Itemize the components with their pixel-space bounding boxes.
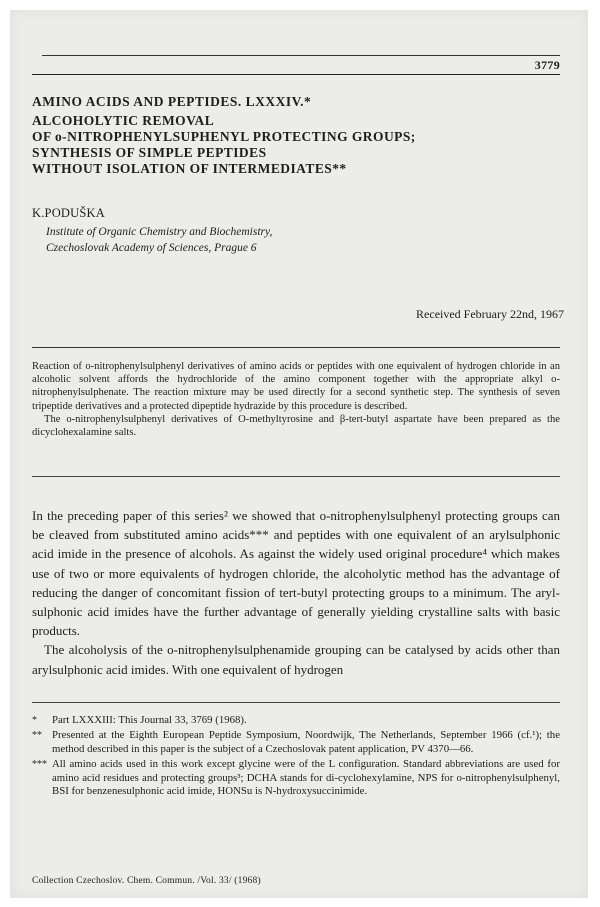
abstract-paragraph: The o-nitrophenylsulphenyl derivatives of O-methyltyrosine and β-tert-butyl aspartate have been prepared as the dicyclohexalamine salts.: [32, 413, 560, 439]
article-title: [32, 113, 416, 177]
footnote: [32, 729, 560, 756]
body-paragraph: The alcoholysis of the o-nitrophenylsulphenamide grouping can be catalysed by acids other than arylsulphonic acid imides. With one equivalent of hydrogen: [32, 642, 560, 677]
article-title-line: WITHOUT ISOLATION OF INTERMEDIATES**: [32, 161, 347, 176]
footnote: [32, 758, 560, 798]
footnote-text: All amino acids used in this work except glycine were of the L configuration. Standard abbreviations are used for amino acid residues and protecting groups³; DCHA stands for di-cyclohexylamine, NPS for o-nitrophenylsulphenyl, BSI for benzenesulphonic acid imide, HONSu is N-hydroxysuccinimide.: [52, 758, 560, 798]
series-title: AMINO ACIDS AND PEPTIDES. LXXXIV.*: [32, 94, 312, 109]
footnote-mark: ***: [32, 759, 47, 771]
footnote-rule: [32, 702, 560, 703]
footnote-mark: *: [32, 715, 37, 726]
footnote-text: Part LXXXIII: This Journal 33, 3769 (1968).: [52, 714, 247, 726]
affiliation-line: Czechoslovak Academy of Sciences, Prague 6: [46, 241, 257, 254]
author-name: K.PODUŠKA: [32, 206, 105, 220]
abstract-rule-bottom: [32, 476, 560, 477]
abstract-rule-top: [32, 347, 560, 348]
footnote: [32, 714, 560, 727]
journal-footer: Collection Czechoslov. Chem. Commun. /Vol. 33/ (1968): [32, 876, 261, 886]
body-text: [32, 506, 560, 679]
received-date: Received February 22nd, 1967: [416, 307, 564, 321]
journal-page: [10, 10, 588, 898]
footnote-text: Presented at the Eighth European Peptide Symposium, Noordwijk, The Netherlands, September 1966 (cf.¹); the method described in this paper is the subject of a Czechoslovak patent application, PV 4370—66.: [52, 729, 560, 755]
article-title-line: SYNTHESIS OF SIMPLE PEPTIDES: [32, 145, 267, 160]
body-paragraph: In the preceding paper of this series² we showed that o-nitrophenylsulphenyl protecting groups can be cleaved from substituted amino acids*** and peptides with one equivalent of an arylsulphonic acid imide in the presence of alcohols. As against the widely used original procedure⁴ which makes use of two or more equivalents of hydrogen chloride, the alcoholytic method has the advantage of reducing the danger of concomitant fission of tert-butyl protecting groups to a minimum. The aryl-sulphonic acid imides have the further advantage of generally yielding crystalline salts with basic products.: [32, 508, 560, 639]
footnote-mark: **: [32, 730, 42, 742]
article-title-line: ALCOHOLYTIC REMOVAL: [32, 113, 215, 128]
header-rule-bottom: [32, 74, 560, 75]
author-affiliation: [46, 225, 272, 256]
affiliation-line: Institute of Organic Chemistry and Biochemistry,: [46, 226, 273, 238]
footnotes: [32, 714, 560, 800]
abstract-paragraph: Reaction of o-nitrophenylsulphenyl derivatives of amino acids or peptides with one equivalent of hydrogen chloride in an alcoholic solvent affords the hydrochloride of the amino component together with the appropriate alkyl o-nitrophenylsulphenate. The reaction mixture may be used directly for a second synthetic step. The synthesis of seven tripeptide derivatives and a protected dipeptide hydrazide by this procedure is described.: [32, 361, 560, 412]
page-number: 3779: [534, 58, 560, 72]
header-rule-top: [42, 55, 560, 56]
abstract: [32, 360, 560, 439]
article-title-line: OF o-NITROPHENYLSUPHENYL PROTECTING GROUPS;: [32, 129, 416, 144]
